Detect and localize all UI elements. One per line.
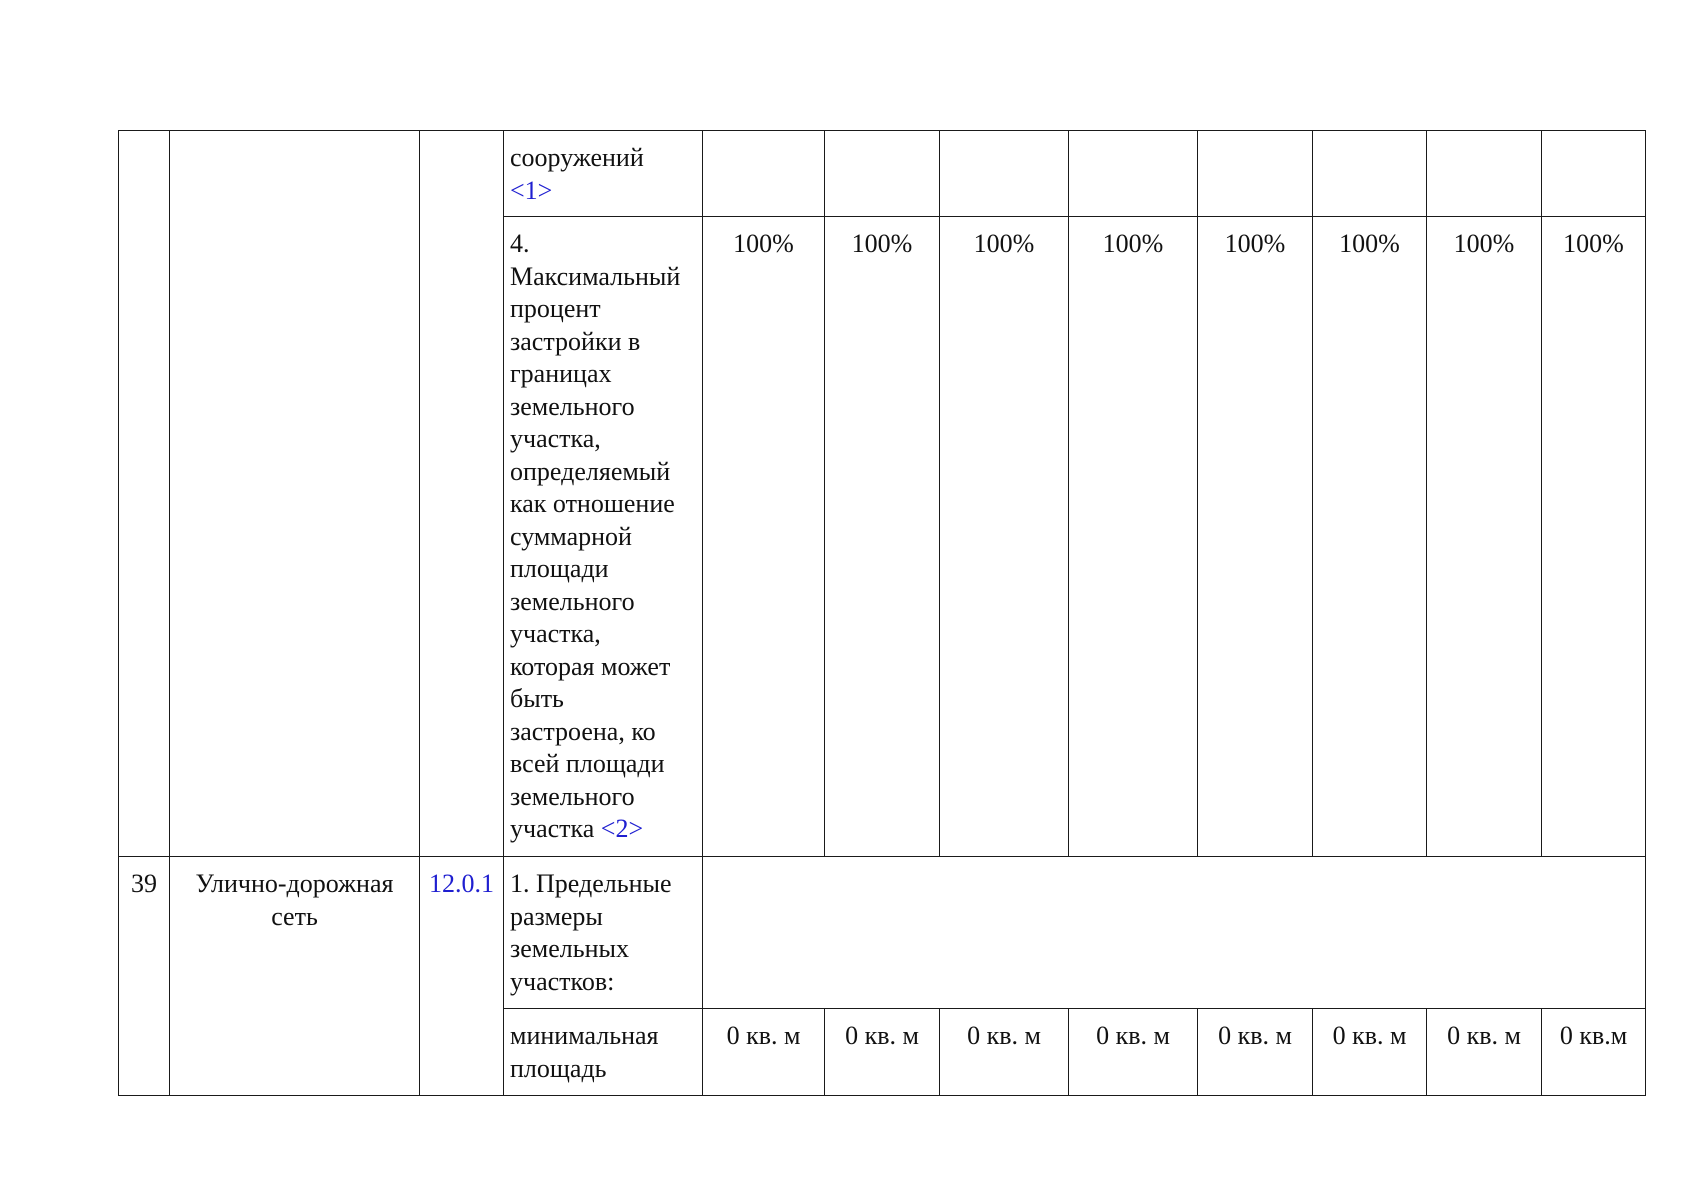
parameter-text: сооружений [510, 143, 644, 172]
value-cell-empty [1542, 131, 1646, 217]
value-cell: 0 кв. м [1069, 1009, 1198, 1096]
value-cell-empty [1069, 131, 1198, 217]
parameter-text: минимальная площадь [510, 1021, 659, 1083]
value-cell: 0 кв. м [825, 1009, 940, 1096]
code-cell-empty [420, 131, 504, 857]
value-cell: 100% [1542, 217, 1646, 857]
value-cell-empty [825, 131, 940, 217]
name-cell-empty [170, 131, 420, 857]
number-cell-empty [119, 131, 170, 857]
value-cell: 100% [1198, 217, 1313, 857]
table-row [119, 857, 1646, 1009]
value-cell-empty [1198, 131, 1313, 217]
value-cell: 100% [1069, 217, 1198, 857]
parameter-text: 4. Максимальный процент застройки в границах земельного участка, определяемый как отношение суммарной площади земельного участка, которая может быть застроена, ко всей площади земельного участка [510, 229, 681, 843]
land-use-code-cell [420, 857, 504, 1096]
row-number-cell: 39 [119, 857, 170, 1096]
parameter-cell [504, 217, 703, 857]
value-cell: 0 кв.м [1542, 1009, 1646, 1096]
value-cell: 0 кв. м [1313, 1009, 1427, 1096]
value-cell: 100% [1427, 217, 1542, 857]
value-cell-empty [1313, 131, 1427, 217]
value-cell-empty [703, 131, 825, 217]
parameter-cell [504, 131, 703, 217]
parameter-cell [504, 857, 703, 1009]
land-use-code-link[interactable]: 12.0.1 [429, 869, 494, 898]
value-cell: 0 кв. м [1427, 1009, 1542, 1096]
table-row [119, 131, 1646, 217]
land-use-regulations-table [118, 130, 1646, 1096]
land-use-name-cell: Улично-дорожная сеть [170, 857, 420, 1096]
parameter-cell [504, 1009, 703, 1096]
value-cell: 0 кв. м [940, 1009, 1069, 1096]
footnote-link-1[interactable]: <1> [510, 175, 553, 205]
value-cell-empty [1427, 131, 1542, 217]
value-cell: 100% [940, 217, 1069, 857]
value-cell: 100% [825, 217, 940, 857]
value-cell: 0 кв. м [1198, 1009, 1313, 1096]
value-cell: 100% [703, 217, 825, 857]
parameter-text: 1. Предельные размеры земельных участков: [510, 869, 672, 996]
value-cell: 0 кв. м [703, 1009, 825, 1096]
merged-empty-cell [703, 857, 1646, 1009]
value-cell: 100% [1313, 217, 1427, 857]
footnote-link-2[interactable]: <2> [600, 814, 644, 843]
value-cell-empty [940, 131, 1069, 217]
